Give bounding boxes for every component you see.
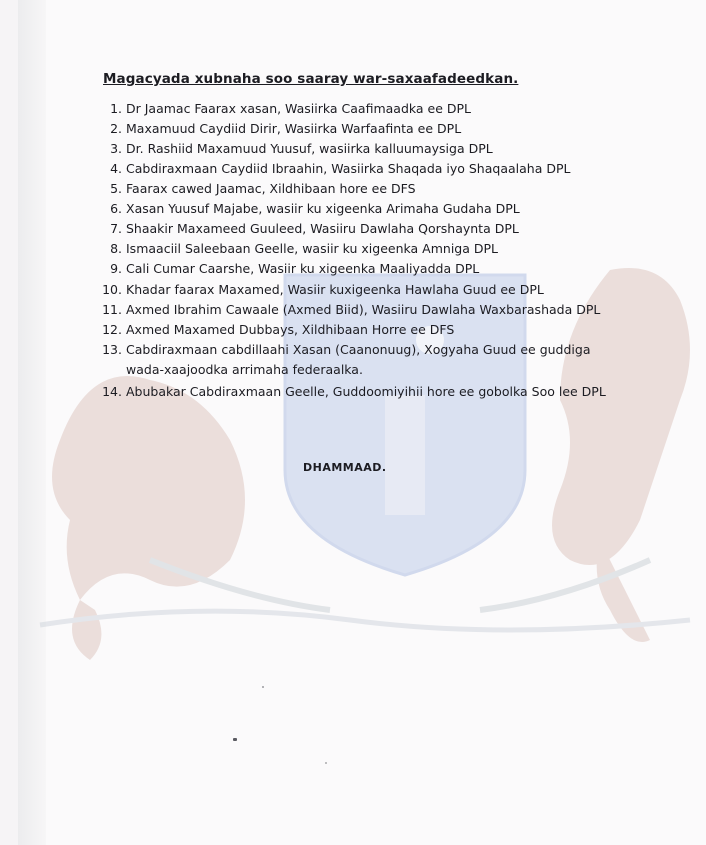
item-number: 10. [102, 282, 122, 297]
item-number: 12. [102, 322, 122, 337]
item-text: Ismaaciil Saleebaan Geelle, wasiir ku xigeenka Amniga DPL [126, 241, 498, 256]
item-text: Abubakar Cabdiraxmaan Geelle, Guddoomiyihii hore ee gobolka Soo lee DPL [126, 384, 606, 399]
item-text: Khadar faarax Maxamed, Wasiir kuxigeenka Hawlaha Guud ee DPL [126, 282, 544, 297]
item-text-continuation: wada-xaajoodka arrimaha federaalka. [126, 362, 363, 377]
ink-speck [233, 738, 237, 741]
item-number: 13. [102, 342, 122, 357]
item-number: 14. [102, 384, 122, 399]
item-number: 6. [110, 201, 122, 216]
item-text: Xasan Yuusuf Majabe, wasiir ku xigeenka Arimaha Gudaha DPL [126, 201, 520, 216]
item-number: 3. [110, 141, 122, 156]
item-number: 8. [110, 241, 122, 256]
item-number: 9. [110, 261, 122, 276]
item-text: Cabdiraxmaan cabdillaahi Xasan (Caanonuug), Xogyaha Guud ee guddiga [126, 342, 591, 357]
item-text: Axmed Maxamed Dubbays, Xildhibaan Horre ee DFS [126, 322, 455, 337]
item-text: Axmed Ibrahim Cawaale (Axmed Biid), Wasiiru Dawlaha Waxbarashada DPL [126, 302, 601, 317]
item-number: 11. [102, 302, 122, 317]
item-text: Shaakir Maxameed Guuleed, Wasiiru Dawlaha Qorshaynta DPL [126, 221, 519, 236]
item-number: 5. [110, 181, 122, 196]
item-text: Faarax cawed Jaamac, Xildhibaan hore ee DFS [126, 181, 416, 196]
closing-text: DHAMMAAD. [303, 461, 387, 474]
item-text: Dr Jaamac Faarax xasan, Wasiirka Caafimaadka ee DPL [126, 101, 472, 116]
item-text: Dr. Rashiid Maxamuud Yuusuf, wasiirka kalluumaysiga DPL [126, 141, 493, 156]
item-number: 1. [110, 101, 122, 116]
item-text: Maxamuud Caydiid Dirir, Wasiirka Warfaafinta ee DPL [126, 121, 462, 136]
document-heading: Magacyada xubnaha soo saaray war-saxaafadeedkan. [103, 71, 519, 87]
item-number: 4. [110, 161, 122, 176]
item-text: Cabdiraxmaan Caydiid Ibraahin, Wasiirka Shaqada iyo Shaqaalaha DPL [126, 161, 571, 176]
item-text: Cali Cumar Caarshe, Wasiir ku xigeenka Maaliyadda DPL [126, 261, 480, 276]
item-number: 7. [110, 221, 122, 236]
ink-speck [262, 686, 264, 688]
item-number: 2. [110, 121, 122, 136]
ink-speck [325, 762, 327, 764]
